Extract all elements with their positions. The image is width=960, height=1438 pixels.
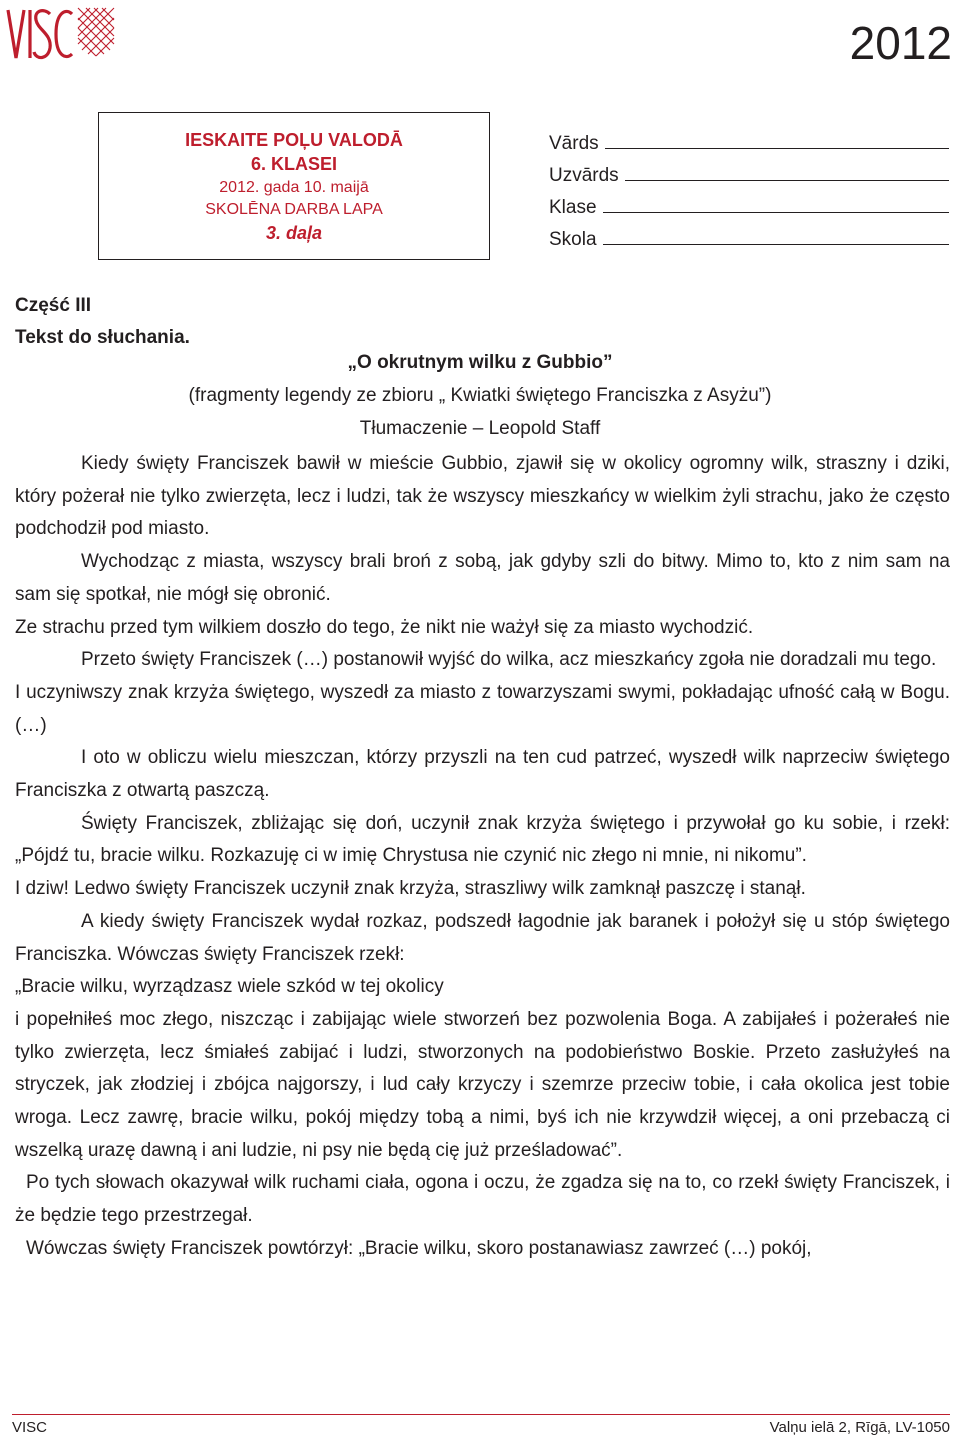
- paragraph: Po tych słowach okazywał wilk ruchami ciała, ogona i oczu, że zgadza się na to, co rzekł święty Franciszek, i że będzie tego przestrzegał.: [15, 1172, 950, 1227]
- student-fields: [549, 123, 949, 251]
- school-line[interactable]: [603, 244, 949, 245]
- paragraph: I uczyniwszy znak krzyża świętego, wyszedł za miasto z towarzyszami swymi, pokładając ufność całą w Bogu. (…): [15, 681, 950, 736]
- paragraph: Ze strachu przed tym wilkiem doszło do tego, że nikt nie ważył się za miasto wychodzić.: [15, 616, 754, 638]
- name-label: Vārds: [549, 133, 599, 154]
- surname-label: Uzvārds: [549, 165, 619, 186]
- footer-address: Valņu ielā 2, Rīgā, LV-1050: [769, 1419, 950, 1436]
- paragraph: Kiedy święty Franciszek bawił w mieście Gubbio, zjawił się w okolicy ogromny wilk, straszny i dziki, który pożerał nie tylko zwierzęta, lecz i ludzi, tak że wszyscy mieszkańcy w wielkim żyli strachu, jako że często podchodził pod miasto.: [15, 453, 950, 540]
- surname-line[interactable]: [625, 180, 949, 181]
- listening-heading: Tekst do słuchania.: [15, 327, 190, 348]
- part-heading: Część III: [15, 295, 92, 316]
- paragraph: i popełniłeś moc złego, niszcząc i zabijając wiele stworzeń bez pozwolenia Boga. A zabijałeś i pożerałeś nie tylko zwierzęta, lecz śmiałeś zabijać i ludzi, stworzonych na podobieństwo Boskie. Przeto zasłużyłeś na stryczek, jak złodziej i zbójca najgorszy, i lud cały krzyczy i szemrze przeciw tobie, i cała okolica jest tobie wroga. Lecz zawrę, bracie wilku, pokój między tobą a nimi, byś ich nie krzywdził więcej, a oni przebaczą ci wszelką urazę dawną i ani ludzie, ni psy nie będą cię już prześladować”.: [15, 1008, 950, 1161]
- surname-field[interactable]: [549, 155, 949, 187]
- year-heading: 2012: [849, 17, 952, 69]
- class-label: Klase: [549, 197, 597, 218]
- name-field[interactable]: [549, 123, 949, 155]
- footer-divider: [12, 1414, 950, 1415]
- school-label: Skola: [549, 229, 597, 250]
- paragraph: Wówczas święty Franciszek powtórzył: „Bracie wilku, skoro postanawiasz zawrzeć (…) pokój,: [26, 1237, 812, 1259]
- name-line[interactable]: [605, 148, 949, 149]
- school-field[interactable]: [549, 219, 949, 251]
- visc-logo: [6, 4, 116, 64]
- paragraph: „Bracie wilku, wyrządzasz wiele szkód w tej okolicy: [15, 976, 444, 998]
- footer-org: VISC: [12, 1419, 48, 1436]
- paragraph: Przeto święty Franciszek (…) postanowił wyjść do wilka, acz mieszkańcy zgoła nie doradzali mu tego.: [81, 649, 937, 671]
- paragraph: I dziw! Ledwo święty Franciszek uczynił znak krzyża, straszliwy wilk zamknął paszczę i stanął.: [15, 878, 806, 900]
- exam-title: IESKAITE POĻU VALODĀ: [185, 129, 403, 150]
- story-title-block: [0, 346, 960, 445]
- class-field[interactable]: [549, 187, 949, 219]
- worksheet-label: SKOLĒNA DARBA LAPA: [205, 200, 383, 218]
- paragraph: I oto w obliczu wielu mieszczan, którzy przyszli na ten cud patrzeć, wyszedł wilk naprzeciw świętego Franciszka z otwartą paszczą.: [15, 747, 950, 802]
- exam-date: 2012. gada 10. maijā: [219, 178, 369, 196]
- paragraph: A kiedy święty Franciszek wydał rozkaz, podszedł łagodnie jak baranek i położył się u stóp świętego Franciszka. Wówczas święty Franciszek rzekł:: [15, 910, 950, 965]
- story-title: „O okrutnym wilku z Gubbio”: [347, 352, 613, 373]
- section-heading: [15, 290, 190, 354]
- story-source: (fragmenty legendy ze zbioru „ Kwiatki świętego Franciszka z Asyżu”): [188, 385, 772, 406]
- story-text: [15, 448, 950, 1266]
- exam-info-box: [98, 112, 490, 260]
- paragraph: Wychodząc z miasta, wszyscy brali broń z sobą, jak gdyby szli do bitwy. Mimo to, kto z nim sam na sam się spotkał, nie mógł się obronić.: [15, 551, 950, 605]
- class-line[interactable]: [603, 212, 949, 213]
- story-translator: Tłumaczenie – Leopold Staff: [359, 418, 601, 439]
- paragraph: Święty Franciszek, zbliżając się doń, uczynił znak krzyża świętego i przywołał go ku sobie, i rzekł: „Pójdź tu, bracie wilku. Rozkazuję ci w imię Chrystusa nie czynić nic złego ni mnie, ni nikomu”.: [15, 812, 950, 867]
- part-label: 3. daļa: [265, 222, 323, 243]
- exam-grade: 6. KLASEI: [250, 153, 338, 174]
